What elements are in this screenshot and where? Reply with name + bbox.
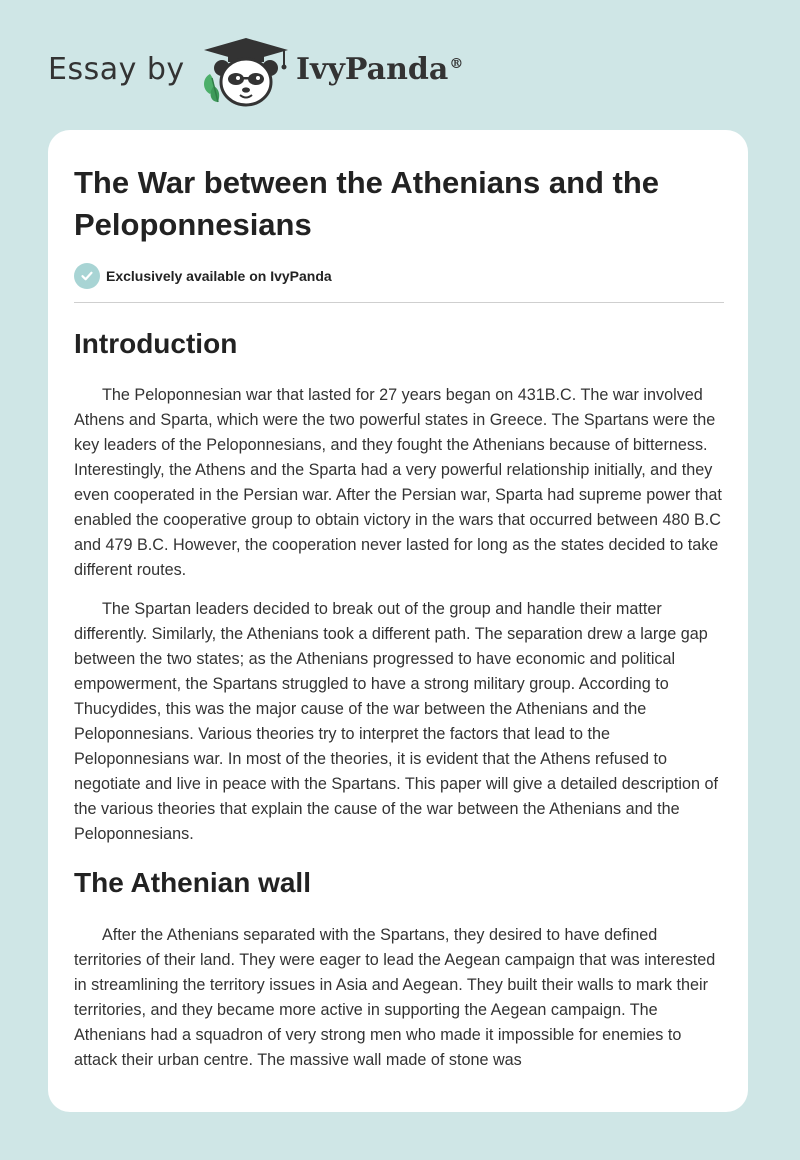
site-header bbox=[0, 0, 800, 130]
panda-graduate-icon[interactable] bbox=[200, 36, 292, 108]
page-title: The War between the Athenians and the Peloponnesians bbox=[74, 165, 660, 242]
essay-body bbox=[74, 320, 724, 1073]
check-circle-icon bbox=[74, 263, 100, 289]
badge-text: Exclusively available on IvyPanda bbox=[106, 268, 332, 284]
section-heading-introduction: Introduction bbox=[74, 328, 238, 359]
paragraph: The Spartan leaders decided to break out of the group and handle their matter differently. Similarly, the Athenians took a different path. The separation drew a large gap between the two states; as the Athenians progressed to have economic and political empowerment, the Spartans struggled to have a strong military group. According to Thucydides, this was the major cause of the war between the Athenians and the Peloponnesians. Various theories try to interpret the factors that lead to the Peloponnesians war. In most of the theories, it is evident that the Athens refused to negotiate and live in peace with the Spartans. This paper will give a detailed description of the various theories that explain the cause of the war between the Athenians and the Peloponnesians. bbox=[74, 600, 718, 843]
brand-name[interactable]: IvyPanda® bbox=[296, 52, 464, 87]
divider bbox=[74, 302, 724, 303]
paragraph: The Peloponnesian war that lasted for 27 years began on 431B.C. The war involved Athens and Sparta, which were the two powerful states in Greece. The Spartans were the key leaders of the Peloponnesians, and they fought the Athenians because of bitterness. Interestingly, the Athens and the Sparta had a very powerful relationship initially, and they even cooperated in the Persian war. After the Persian war, Sparta had supreme power that enabled the cooperative group to obtain victory in the wars that occurred between 480 B.C and 479 B.C. However, the cooperation never lasted for long as the states decided to take different routes. bbox=[74, 386, 722, 579]
essay-by-label: Essay by bbox=[48, 52, 185, 87]
exclusive-badge bbox=[74, 263, 332, 289]
section-heading-athenian-wall: The Athenian wall bbox=[74, 867, 311, 898]
essay-card bbox=[48, 130, 748, 1112]
paragraph: After the Athenians separated with the Spartans, they desired to have defined territories of their land. They were eager to lead the Aegean campaign that was interested in streamlining the territory issues in Asia and Aegean. They built their walls to mark their territories, and they became more active in supporting the Aegean campaign. The Athenians had a squadron of very strong men who made it impossible for enemies to attack their urban centre. The massive wall made of stone was bbox=[74, 926, 716, 1069]
